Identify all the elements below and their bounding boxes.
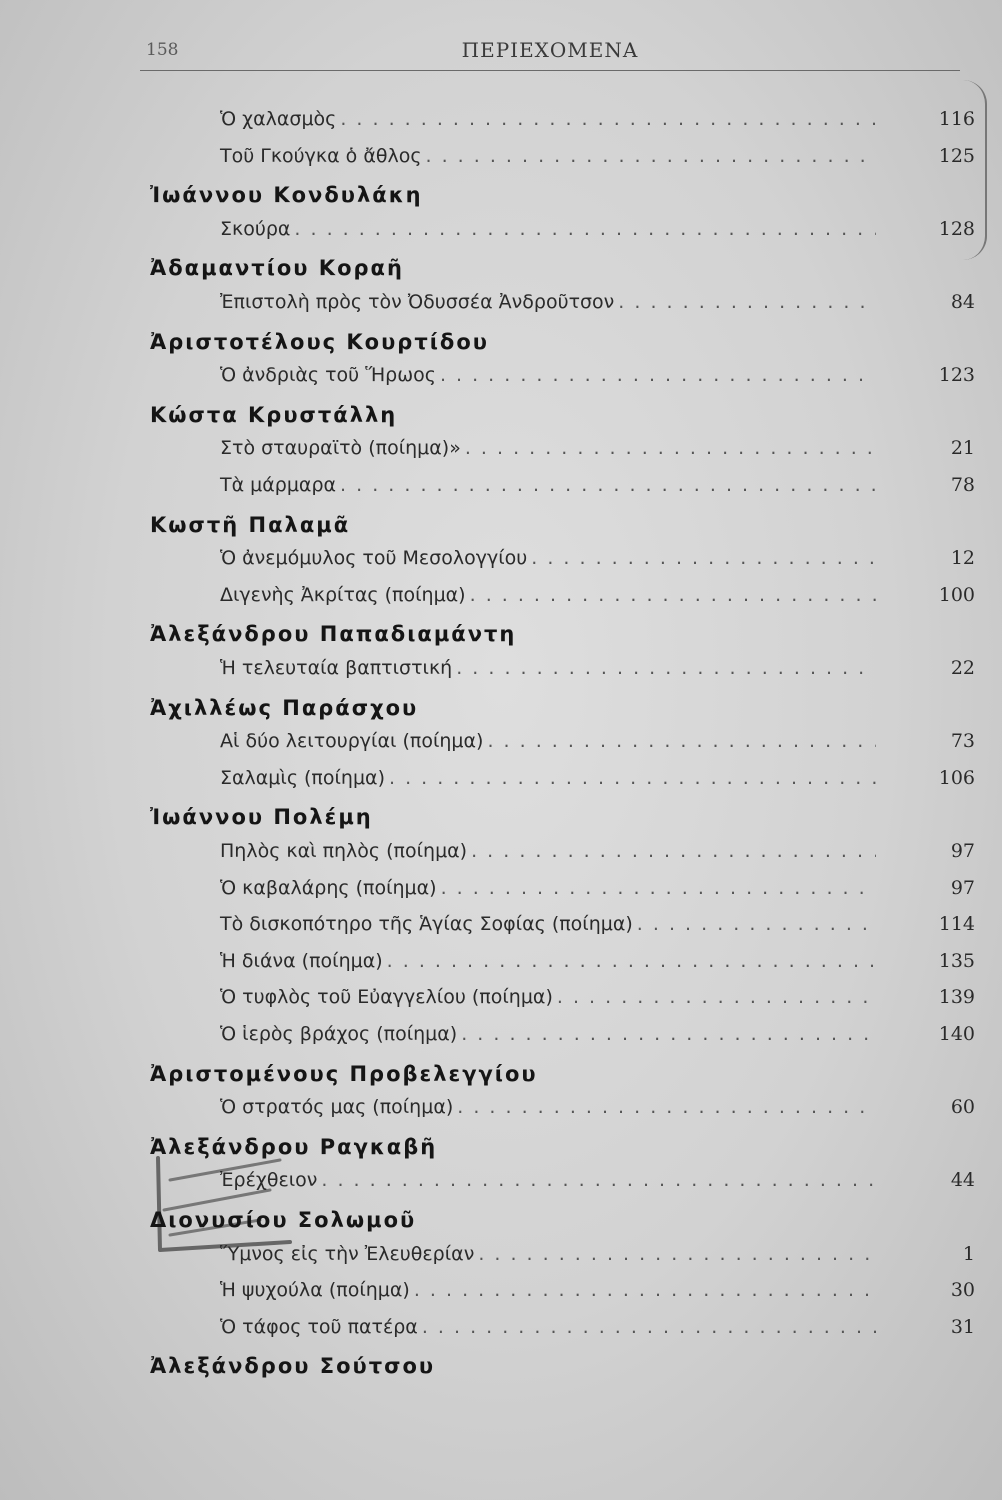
entry-title: Ὕμνος εἰς τὴν Ἐλευθερίαν	[220, 1243, 475, 1265]
entry-page-number: 97	[950, 840, 975, 862]
toc-entry	[220, 474, 880, 496]
entry-title: Σαλαμὶς (ποίημα)	[220, 767, 385, 789]
dot-leader	[465, 437, 876, 459]
toc-entry	[220, 730, 880, 752]
page-number: 158	[146, 40, 179, 60]
entry-title: Ὁ τάφος τοῦ πατέρα	[220, 1316, 418, 1338]
dot-leader	[441, 877, 876, 899]
author-heading: Ἀλεξάνδρου Παπαδιαμάντη	[150, 622, 517, 646]
entry-page-number: 78	[950, 474, 975, 496]
dot-leader	[557, 986, 876, 1008]
dot-leader	[618, 291, 876, 313]
dot-leader	[294, 218, 876, 240]
dot-leader	[461, 1023, 876, 1045]
toc-entry	[220, 1023, 880, 1045]
entry-title: Ἡ τελευταία βαπτιστική	[220, 657, 453, 679]
entry-page-number: 114	[938, 913, 975, 935]
entry-title: Ἡ διάνα (ποίημα)	[220, 950, 383, 972]
entry-page-number: 21	[950, 437, 975, 459]
entry-title: Τὸ δισκοπότηρο τῆς Ἁγίας Σοφίας (ποίημα)	[220, 913, 633, 935]
toc-entry	[220, 1096, 880, 1118]
dot-leader	[637, 913, 876, 935]
toc-entry	[220, 657, 880, 679]
dot-leader	[340, 474, 876, 496]
entry-page-number: 44	[950, 1169, 975, 1191]
toc-entry	[220, 986, 880, 1008]
toc-entry	[220, 950, 880, 972]
toc-entry	[220, 1243, 880, 1265]
entry-page-number: 60	[950, 1096, 975, 1118]
entry-page-number: 140	[938, 1023, 975, 1045]
author-heading: Διονυσίου Σολωμοῦ	[150, 1208, 417, 1232]
author-heading: Ἀλεξάνδρου Σούτσου	[150, 1354, 436, 1378]
toc-entry	[220, 840, 880, 862]
author-heading: Ἀριστοτέλους Κουρτίδου	[150, 330, 489, 354]
toc-entry	[220, 913, 880, 935]
author-heading: Ἰωάννου Πολέμη	[150, 805, 373, 829]
entry-title: Ὁ ἀνεμόμυλος τοῦ Μεσολογγίου	[220, 547, 528, 569]
toc-entry	[220, 1316, 880, 1338]
entry-title: Ὁ τυφλὸς τοῦ Εὐαγγελίου (ποίημα)	[220, 986, 553, 1008]
entry-page-number: 97	[950, 877, 975, 899]
entry-title: Ἐπιστολὴ πρὸς τὸν Ὀδυσσέα Ἀνδροῦτσον	[220, 291, 615, 313]
author-heading: Κωστῆ Παλαμᾶ	[150, 513, 351, 537]
toc-entry	[220, 437, 880, 459]
entry-title: Διγενὴς Ἀκρίτας (ποίημα)	[220, 584, 466, 606]
entry-page-number: 84	[950, 291, 975, 313]
entry-title: Ἡ ψυχούλα (ποίημα)	[220, 1279, 410, 1301]
author-heading: Ἰωάννου Κονδυλάκη	[150, 183, 423, 207]
running-title: ΠΕΡΙΕΧΟΜΕΝΑ	[461, 38, 639, 62]
entry-title: Ὁ ἀνδριὰς τοῦ Ἥρωος	[220, 364, 436, 386]
entry-title: Στὸ σταυραϊτὸ (ποίημα)»	[220, 437, 461, 459]
entry-title: Πηλὸς καὶ πηλὸς (ποίημα)	[220, 840, 468, 862]
dot-leader	[440, 364, 876, 386]
dot-leader	[340, 108, 876, 130]
dot-leader	[471, 840, 876, 862]
entry-title: Αἱ δύο λειτουργίαι (ποίημα)	[220, 730, 484, 752]
dot-leader	[478, 1243, 876, 1265]
entry-title: Ὁ χαλασμὸς	[220, 108, 337, 130]
entry-page-number: 1	[962, 1243, 975, 1265]
dot-leader	[470, 584, 876, 606]
entry-title: Σκούρα	[220, 218, 291, 240]
toc-entry	[220, 364, 880, 386]
entry-page-number: 116	[938, 108, 975, 130]
entry-page-number: 73	[950, 730, 975, 752]
entry-page-number: 106	[938, 767, 975, 789]
entry-page-number: 123	[938, 364, 975, 386]
entry-page-number: 128	[938, 218, 975, 240]
toc-entry	[220, 767, 880, 789]
entry-title: Τοῦ Γκούγκα ὁ ἄθλος	[220, 145, 422, 167]
toc-entry	[220, 547, 880, 569]
entry-title: Τὰ μάρμαρα	[220, 474, 337, 496]
dot-leader	[531, 547, 876, 569]
toc-entry	[220, 1169, 880, 1191]
entry-page-number: 135	[938, 950, 975, 972]
entry-title: Ἐρέχθειον	[220, 1169, 318, 1191]
toc-entry	[220, 1279, 880, 1301]
dot-leader	[487, 730, 876, 752]
entry-page-number: 100	[938, 584, 975, 606]
entry-page-number: 12	[950, 547, 975, 569]
dot-leader	[389, 767, 876, 789]
author-heading: Ἀδαμαντίου Κοραῆ	[150, 256, 404, 280]
dot-leader	[426, 145, 876, 167]
entry-page-number: 30	[950, 1279, 975, 1301]
entry-title: Ὁ ἱερὸς βράχος (ποίημα)	[220, 1023, 458, 1045]
toc-entry	[220, 218, 880, 240]
dot-leader	[422, 1316, 876, 1338]
dot-leader	[321, 1169, 876, 1191]
dot-leader	[456, 657, 876, 679]
toc-entry	[220, 584, 880, 606]
author-heading: Κώστα Κρυστάλλη	[150, 403, 398, 427]
toc-entry	[220, 291, 880, 313]
entry-title: Ὁ καβαλάρης (ποίημα)	[220, 877, 437, 899]
entry-page-number: 125	[938, 145, 975, 167]
dot-leader	[387, 950, 876, 972]
toc-entry	[220, 877, 880, 899]
dot-leader	[457, 1096, 876, 1118]
entry-title: Ὁ στρατός μας (ποίημα)	[220, 1096, 454, 1118]
author-heading: Ἀριστομένους Προβελεγγίου	[150, 1062, 538, 1086]
entry-page-number: 139	[938, 986, 975, 1008]
dot-leader	[414, 1279, 876, 1301]
toc-entry	[220, 145, 880, 167]
toc-entry	[220, 108, 880, 130]
entry-page-number: 31	[950, 1316, 975, 1338]
author-heading: Ἀχιλλέως Παράσχου	[150, 696, 419, 720]
entry-page-number: 22	[950, 657, 975, 679]
author-heading: Ἀλεξάνδρου Ραγκαβῆ	[150, 1135, 438, 1159]
